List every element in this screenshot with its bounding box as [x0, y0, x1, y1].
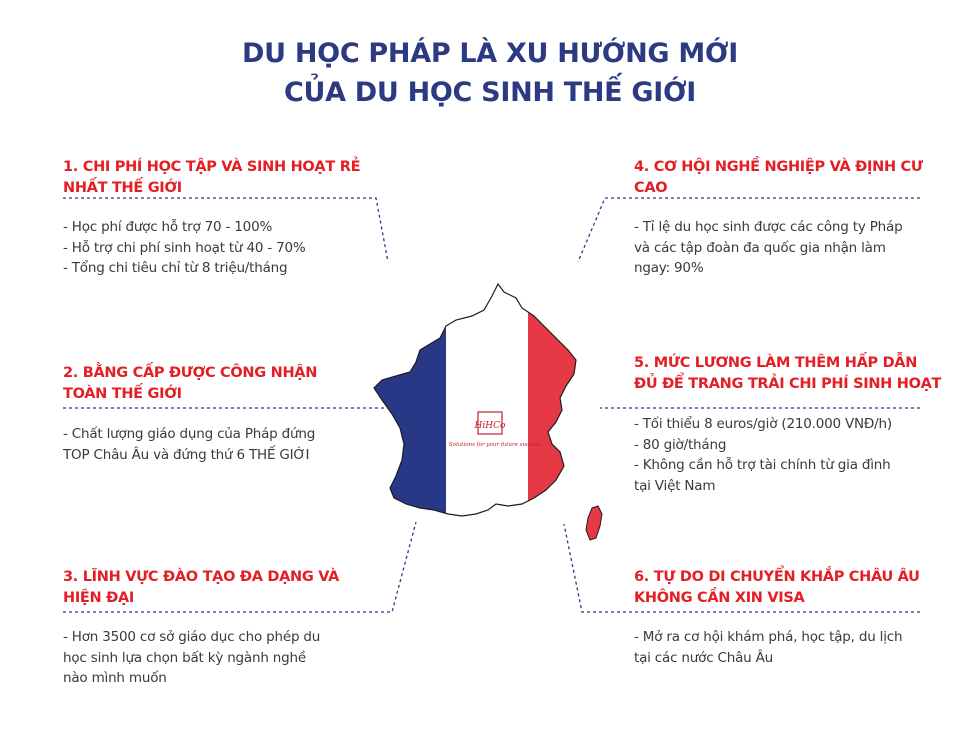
section-3-body	[63, 627, 320, 689]
logo-slogan: Solutions for your future success	[448, 442, 542, 448]
section-3-title	[63, 567, 339, 609]
section-1-body-line-3: - Tổng chi tiêu chỉ từ 8 triệu/tháng	[63, 260, 288, 276]
section-4-title	[634, 157, 923, 199]
section-2-title-line-1: 2. BẰNG CẤP ĐƯỢC CÔNG NHẬN	[63, 365, 318, 381]
section-4-title-line-1: 4. CƠ HỘI NGHỀ NGHIỆP VÀ ĐỊNH CƯ	[634, 159, 923, 175]
section-3-title-line-2: HIỆN ĐẠI	[63, 590, 134, 606]
section-1-body-line-2: - Hỗ trợ chi phí sinh hoạt từ 40 - 70%	[63, 239, 306, 256]
section-3-body-line-1: - Hơn 3500 cơ sở giáo dục cho phép du	[63, 629, 321, 645]
section-5-title	[634, 353, 941, 395]
section-5-body-line-1: - Tối thiểu 8 euros/giờ (210.000 VNĐ/h)	[634, 416, 892, 432]
section-2-body-line-1: - Chất lượng giáo dụng của Pháp đứng	[63, 426, 316, 442]
section-5-body-line-4: tại Việt Nam	[634, 477, 716, 494]
section-2-body	[63, 424, 315, 465]
section-5-body	[634, 414, 892, 496]
section-6-title	[634, 567, 920, 609]
section-4-title-line-2: CAO	[634, 180, 668, 196]
section-1-title	[63, 157, 360, 199]
flag-white-band	[446, 280, 528, 520]
section-3-title-line-1: 3. LĨNH VỰC ĐÀO TẠO ĐA DẠNG VÀ	[63, 569, 340, 585]
flag-blue-band	[360, 280, 446, 520]
section-6-title-line-1: 6. TỰ DO DI CHUYỂN KHẮP CHÂU ÂU	[634, 569, 920, 585]
section-6-title-line-2: KHÔNG CẦN XIN VISA	[634, 590, 805, 606]
section-4-body-line-3: ngay: 90%	[634, 260, 704, 276]
section-3-body-line-3: nào mình muốn	[63, 670, 167, 686]
logo-mark: HiHCo	[474, 421, 506, 431]
corsica-island	[586, 506, 602, 540]
section-5-body-line-2: - 80 giờ/tháng	[634, 436, 727, 453]
flag-red-band	[528, 280, 588, 520]
page-title-line-2: CỦA DU HỌC SINH THẾ GIỚI	[283, 77, 697, 108]
section-4-body-line-2: và các tập đoàn đa quốc gia nhận làm	[634, 239, 886, 256]
section-2-title	[63, 363, 317, 405]
section-1-body-line-1: - Học phí được hỗ trợ 70 - 100%	[63, 219, 273, 235]
section-4-body-line-1: - Tỉ lệ du học sinh được các công ty Pháp	[634, 219, 903, 235]
section-1-title-line-1: 1. CHI PHÍ HỌC TẬP VÀ SINH HOẠT RẺ	[63, 159, 361, 175]
section-3-body-line-2: học sinh lựa chọn bất kỳ ngành nghề	[63, 649, 306, 666]
section-2-title-line-2: TOÀN THẾ GIỚI	[63, 386, 182, 402]
section-2-body-line-2: TOP Châu Âu và đứng thứ 6 THẾ GIỚI	[63, 446, 310, 463]
section-6-body-line-1: - Mở ra cơ hội khám phá, học tập, du lịch	[634, 629, 903, 645]
section-4-body	[634, 217, 902, 279]
page-title-line-1: DU HỌC PHÁP LÀ XU HƯỚNG MỚI	[242, 38, 738, 69]
section-6-body	[634, 627, 902, 668]
section-5-title-line-1: 5. MỨC LƯƠNG LÀM THÊM HẤP DẪN	[634, 355, 918, 371]
section-1-body	[63, 217, 306, 279]
section-5-title-line-2: ĐỦ ĐỂ TRANG TRẢI CHI PHÍ SINH HOẠT	[634, 376, 942, 392]
section-1-title-line-2: NHẤT THẾ GIỚI	[63, 180, 182, 196]
section-5-body-line-3: - Không cần hỗ trợ tài chính từ gia đình	[634, 457, 891, 473]
section-6-body-line-2: tại các nước Châu Âu	[634, 649, 773, 666]
